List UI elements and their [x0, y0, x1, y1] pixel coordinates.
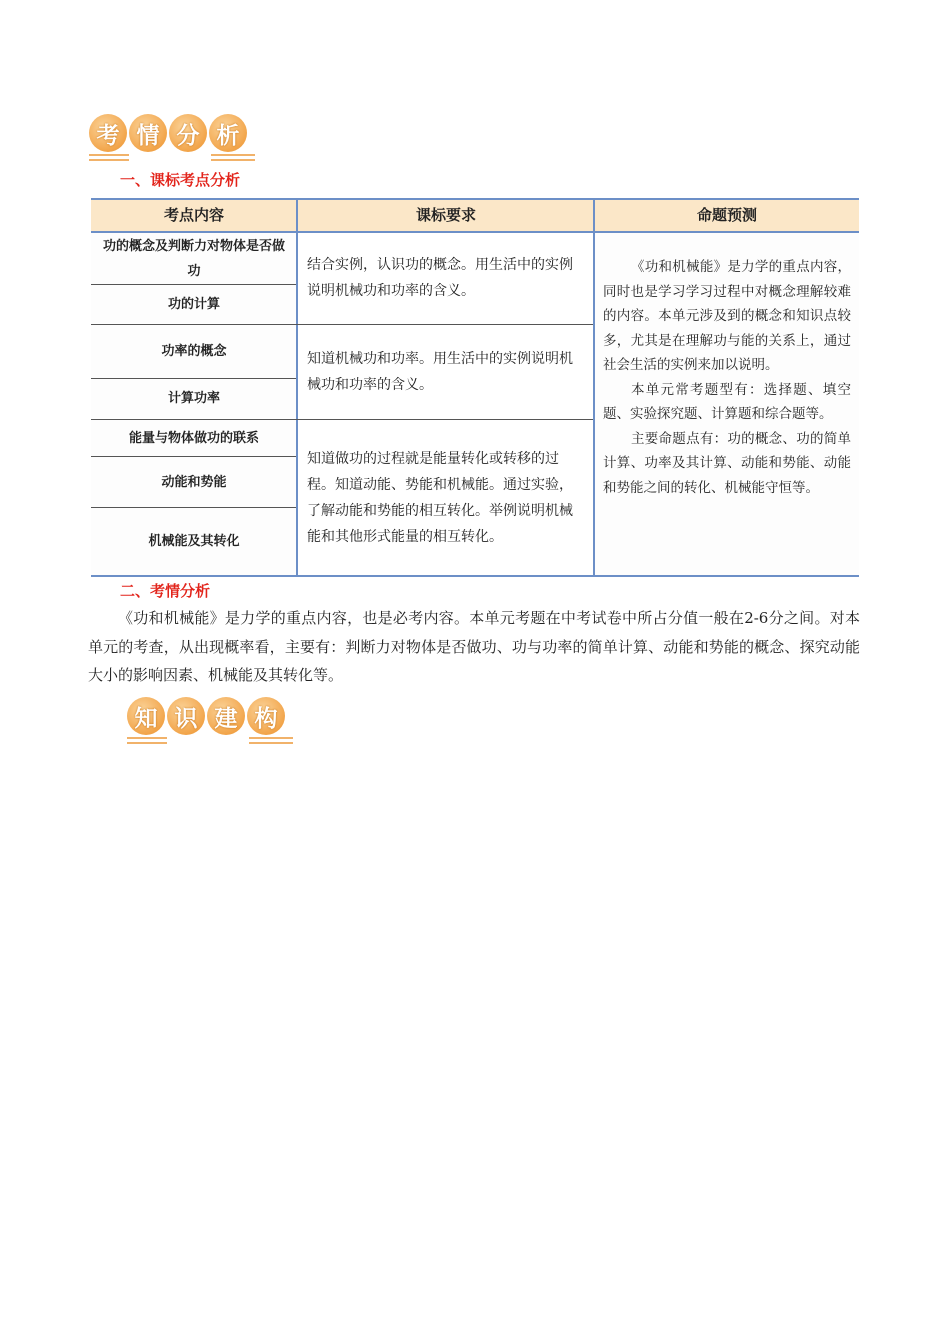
table-divider [91, 507, 296, 508]
badge-zhishi-jiangou [127, 697, 293, 753]
table-cell: 计算功率 [91, 379, 297, 418]
table-cell: 功的概念及判断力对物体是否做功 [91, 233, 297, 284]
table-divider [91, 419, 593, 420]
table-header-content: 考点内容 [91, 198, 297, 231]
table-rule [593, 198, 595, 577]
table-cell-prediction [595, 233, 859, 575]
table-header-requirement: 课标要求 [298, 198, 594, 231]
table-rule [91, 231, 859, 233]
section2-title: 二、考情分析 [120, 582, 211, 600]
table-divider [91, 324, 593, 325]
badge-char: 分 [169, 114, 207, 152]
analysis-paragraph: 《功和机械能》是力学的重点内容，也是必考内容。本单元考题在中考试卷中所占分值一般在2-6分之间。对本单元的考查，从出现概率看，主要有：判断力对物体是否做功、功与功率的简单计算、动能和势能的概念、探究动能大小的影响因素、机械能及其转化等。 [88, 609, 860, 684]
table-header-prediction: 命题预测 [595, 198, 859, 231]
badge-char: 建 [207, 697, 245, 735]
badge-underline [127, 737, 167, 747]
table-cell: 知道做功的过程就是能量转化或转移的过程。知道动能、势能和机械能。通过实验，了解动能和势能的相互转化。举例说明机械能和其他形式能量的相互转化。 [307, 450, 573, 545]
badge-char: 识 [167, 697, 205, 735]
badge-char: 构 [247, 697, 285, 735]
table-cell: 功率的概念 [91, 325, 297, 378]
prediction-paragraph: 主要命题点有：功的概念、功的简单计算、功率及其计算、动能和势能、动能和势能之间的转化、机械能守恒等。 [603, 430, 851, 496]
table-rule [296, 198, 298, 577]
table-divider [91, 284, 296, 285]
badge-char: 知 [127, 697, 165, 735]
table-divider [91, 378, 296, 379]
curriculum-table [91, 198, 859, 577]
prediction-paragraph: 本单元常考题型有：选择题、填空题、实验探究题、计算题和综合题等。 [603, 381, 851, 422]
prediction-paragraph: 《功和机械能》是力学的重点内容，同时也是学习学习过程中对概念理解较难的内容。本单元涉及到的概念和知识点较多，尤其是在理解功与能的关系上，通过社会生活的实例来加以说明。 [603, 259, 851, 373]
badge-underline [211, 154, 255, 164]
table-cell: 结合实例，认识功的概念。用生活中的实例说明机械功和功率的含义。 [307, 257, 573, 299]
badge-kaoqing-fenxi [89, 114, 255, 170]
table-rule [91, 575, 859, 577]
table-cell: 机械能及其转化 [91, 508, 297, 575]
badge-char: 情 [129, 114, 167, 152]
table-cell: 功的计算 [91, 285, 297, 323]
badge-underline [89, 154, 129, 164]
table-cell: 知道机械功和功率。用生活中的实例说明机械功和功率的含义。 [307, 350, 573, 393]
table-rule [91, 198, 859, 200]
badge-char: 考 [89, 114, 127, 152]
table-cell: 能量与物体做功的联系 [91, 420, 297, 456]
table-divider [91, 456, 296, 457]
badge-char: 析 [209, 114, 247, 152]
table-cell: 动能和势能 [91, 457, 297, 507]
section1-title: 一、课标考点分析 [120, 171, 241, 189]
badge-underline [249, 737, 293, 747]
